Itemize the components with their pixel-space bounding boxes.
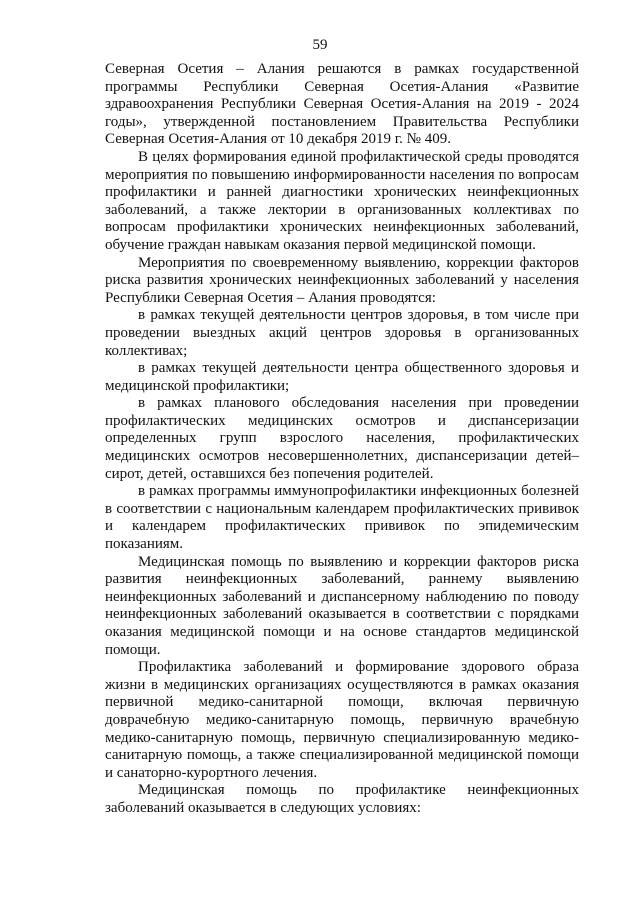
list-item-public-health-center: в рамках текущей деятельности центра общественного здоровья и медицинской профилактики; xyxy=(105,360,579,394)
page-number: 59 xyxy=(312,37,328,53)
paragraph-risk-factor-measures: Мероприятия по своевременному выявлению, коррекции факторов риска развития хронических неинфекционных заболеваний у населения Республики Северная Осетия – Алания проводятся: xyxy=(105,254,579,306)
list-item-immunoprophylaxis: в рамках программы иммунопрофилактики инфекционных болезней в соответствии с национальным календарем профилактических прививок и календарем профилактических прививок по эпидемическим показаниям. xyxy=(105,483,579,553)
paragraph-continuation: Северная Осетия – Алания решаются в рамках государственной программы Республики Северная Осетия-Алания «Развитие здравоохранения Республики Северная Осетия-Алания на 2019 - 2024 годы», утвержденной постановлением Правительства Республики Северная Осетия-Алания от 10 декабря 2019 г. № 409. xyxy=(105,61,579,148)
paragraph-prevention-environment: В целях формирования единой профилактической среды проводятся мероприятия по повышению информированности населения по вопросам профилактики и ранней диагностики хронических неинфекционных заболеваний, а также лектории в организованных коллективах по вопросам профилактики хронических неинфекционных заболеваний, обучение граждан навыкам оказания первой медицинской помощи. xyxy=(105,148,579,253)
paragraph-disease-prevention: Профилактика заболеваний и формирование здорового образа жизни в медицинских организациях осуществляются в рамках оказания первичной медико-санитарной помощи, включая первичную доврачебную медико-санитарную помощь, первичную врачебную медико-санитарную помощь, первичную специализированную медико-санитарную помощь, а также специализированной медицинской помощи и санаторно-курортного лечения. xyxy=(105,659,579,781)
paragraph-medical-care-risk-factors: Медицинская помощь по выявлению и коррекции факторов риска развития неинфекционных заболеваний, раннему выявлению неинфекционных заболеваний и диспансерному наблюдению по поводу неинфекционных заболеваний оказывается в соответствии с порядками оказания медицинской помощи и на основе стандартов медицинской помощи. xyxy=(105,553,579,658)
body-text xyxy=(105,61,579,818)
paragraph-care-conditions: Медицинская помощь по профилактике неинфекционных заболеваний оказывается в следующих условиях: xyxy=(105,782,579,816)
list-item-planned-examination: в рамках планового обследования населения при проведении профилактических медицинских осмотров и диспансеризации определенных групп взрослого населения, профилактических медицинских осмотров несовершеннолетних, диспансеризации детей–сирот, детей, оставшихся без попечения родителей. xyxy=(105,395,579,482)
list-item-health-centers: в рамках текущей деятельности центров здоровья, в том числе при проведении выездных акций центров здоровья в организованных коллективах; xyxy=(105,307,579,359)
